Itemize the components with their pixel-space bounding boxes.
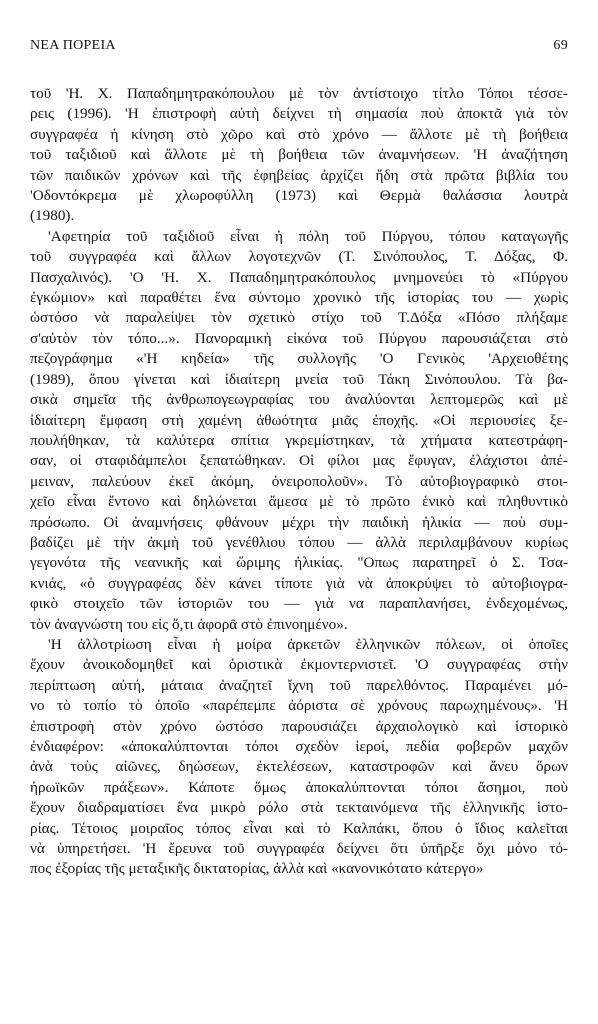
text-line: τοῦ ταξιδιοῦ καὶ ἄλλοτε μὲ τὴ βοήθεια τῶν ἀναμνήσεων. 'Η ἀναζήτηση — [30, 146, 568, 164]
text-line: νὰ ὑπηρετήσει. 'Η ἔρευνα τοῦ συγγραφέα δείχνει ὅτι ὑπῆρξε ὄχι μόνο τό- — [30, 840, 568, 858]
text-line: ἀνὰ τοὺς αἰῶνες, δηώσεων, ἐκτελέσεων, καταστροφῶν καὶ ἄνευ ὅρων — [30, 758, 568, 776]
text-line: (1980). — [30, 207, 75, 225]
page-number: 69 — [553, 38, 568, 53]
text-line: πεζογράφημα «'Η κηδεία» τῆς συλλογῆς 'Ο Γενικὸς 'Αρχειοθέτης — [30, 350, 568, 368]
text-line: ἔχουν διαδραματίσει ἕνα μικρὸ ρόλο στὰ τεκταινόμενα τῆς ἑλληνικῆς ἱστο- — [30, 799, 568, 817]
text-line: γεγονότα τῆς νεανικῆς καὶ ὥριμης ἡλικίας. "Οπως παρατηρεῖ ὁ Σ. Τσα- — [30, 554, 568, 572]
text-line: χεῖο εἶναι ἔντονο καὶ δηλώνεται ἄμεσα μὲ τὸ πρῶτο ἑνικὸ καὶ πληθυντικὸ — [30, 493, 568, 511]
text-line: 'Αφετηρία τοῦ ταξιδιοῦ εἶναι ἡ πόλη τοῦ Πύργου, τόπου καταγωγῆς — [48, 227, 568, 245]
text-line: σαν, οἱ σταφιδάμπελοι ξεπατώθηκαν. Οἱ φίλοι μας ἔφυγαν, ἐλάχιστοι ἀπέ- — [30, 452, 568, 470]
text-line: 'Η ἀλλοτρίωση εἶναι ἡ μοίρα ἀρκετῶν ἑλληνικῶν πόλεων, οἱ ὁποῖες — [48, 635, 568, 653]
text-line: φικὸ στοιχεῖο τῶν ἱστοριῶν του — γιὰ να παραπλανήσει, ἐνδεχομένως, — [30, 595, 568, 613]
text-line: πουλήθηκαν, τὰ καλύτερα σπίτια γκρεμίστηκαν, τὰ χτήματα κατεστράφη- — [30, 431, 568, 449]
text-line: πρόσωπο. Οἱ ἀναμνήσεις φθάνουν μέχρι τὴν παιδικὴ ἡλικία — ποὺ συμ- — [30, 513, 568, 531]
text-line: ἡρωϊκῶν πράξεων». Κάποτε ὅμως ἀποκαλύπτονται τόποι ἄσημοι, ποὺ — [30, 778, 568, 796]
text-line: περίπτωση αὐτή, μάταια ἀναζητεῖ ἴχνη τοῦ παρελθόντος. Παραμένει μό- — [30, 676, 568, 694]
text-line: ἰδιαίτερη ἔμφαση στὴ χαμένη ἀθωότητα μιᾶς ἐποχῆς. «Οἱ περιουσίες ξε- — [30, 411, 568, 429]
paragraph — [30, 84, 568, 227]
text-line: τοῦ συγγραφέα καὶ ἄλλων λογοτεχνῶν (Τ. Σινόπουλος, Τ. Δόξας, Φ. — [30, 248, 568, 266]
text-line: ἐπιστροφὴ στὸν χρόνο ὡστόσο παρουσιάζει ἀρχαιολογικὸ καὶ ἱστορικὸ — [30, 717, 568, 735]
body-text — [30, 84, 568, 880]
text-line: ρίας. Τέτοιος μοιραῖος τόπος εἶναι καὶ τὸ Καλπάκι, ὅπου ὁ ἴδιος καλεῖται — [30, 819, 568, 837]
text-line: 'Οδοντόκρεμα μὲ χλωροφύλλη (1973) καὶ Θερμὰ θαλάσσια λουτρὰ — [30, 187, 568, 205]
text-line: σ'αὐτὸν τὸν τόπο...». Πανοραμικὴ εἰκόνα τοῦ Πύργου παρουσιάζεται στὸ — [30, 329, 568, 347]
text-line: σικὰ σημεῖα τῆς ἀνθρωπογεωγραφίας του ἀναλύονται λεπτομερῶς καὶ μὲ — [30, 391, 568, 409]
text-line: ἐνδιαφέρον: «ἀποκαλύπτονται τόποι σχεδὸν ἱεροί, πεδία φοβερῶν μαχῶν — [30, 738, 568, 755]
text-line: Πασχαλινός). 'Ο 'Η. Χ. Παπαδημητρακόπουλος μνημονεύει τὸ «Πύργου — [30, 268, 568, 286]
text-line: (1989), ὅπου γίνεται καὶ ἰδιαίτερη μνεία τοῦ Τάκη Σινόπουλου. Τὰ βα- — [30, 370, 568, 388]
text-line: πος ἐξορίας τῆς μεταξικῆς δικτατορίας, ἀλλὰ καὶ «κανονικότατο κάτεργο» — [30, 860, 484, 878]
text-line: ἔχουν ἀνοικοδομηθεῖ καὶ ὁριστικὰ ἐκμοντερνιστεῖ. 'Ο συγγραφέας στὴν — [30, 656, 568, 674]
paragraph — [30, 227, 568, 635]
text-line: ἐγκώμιον» καὶ παραθέτει ἕνα σύντομο χρονικὸ τῆς ἱστορίας του — χωρὶς — [30, 289, 568, 307]
text-line: ρεις (1996). 'Η ἐπιστροφὴ αὐτὴ δείχνει τὴ σημασία ποὺ ἀποκτᾶ γιὰ τὸν — [30, 105, 568, 123]
text-line: ὡστόσο νὰ παραλείψει τὸν σχετικὸ στίχο τοῦ Τ.Δόξα «Πόσο πλήξαμε — [30, 309, 568, 327]
journal-title: ΝΕΑ ΠΟΡΕΙΑ — [30, 38, 116, 53]
text-line: μειναν, παλεύουν ἐκεῖ ἀκόμη, ὀνειροπολοῦν». Τὸ αὐτοβιογραφικὸ στοι- — [30, 472, 568, 490]
running-head — [30, 38, 568, 54]
text-line: συγγραφέα ἡ κίνηση στὸ χῶρο καὶ στὸ χρόνο — ἄλλοτε μὲ τὴ βοήθεια — [30, 125, 568, 143]
text-line: βαδίζει μὲ τὴν ἀκμὴ τοῦ γενέθλιου τόπου — ἀλλὰ περιλαμβάνουν κυρίως — [30, 533, 568, 551]
text-line: κνιάς, «ὁ συγγραφέας δὲν κάνει τίποτε γιὰ νὰ ἀποκρύψει τὸ αὐτοβιογρα- — [30, 574, 568, 592]
text-line: νο τὸ τοπίο τὸ ὁποῖο «παρέπεμπε ἀόριστα σὲ χρόνους παρωχημένους». 'Η — [30, 697, 568, 715]
paragraph — [30, 635, 568, 880]
text-line: τῶν παιδικῶν χρόνων καὶ τῆς ἐφηβείας ἀρχίζει ἤδη στὰ πρῶτα βιβλία του — [30, 166, 568, 184]
text-line: τὸν ἀναγνώστη του εἰς ὅ,τι ἀφορᾶ στὸ ἐπινοημένο». — [30, 615, 348, 633]
text-line: τοῦ 'Η. Χ. Παπαδημητρακόπουλου μὲ τὸν ἀντίστοιχο τίτλο Τόποι τέσσε- — [30, 85, 568, 102]
